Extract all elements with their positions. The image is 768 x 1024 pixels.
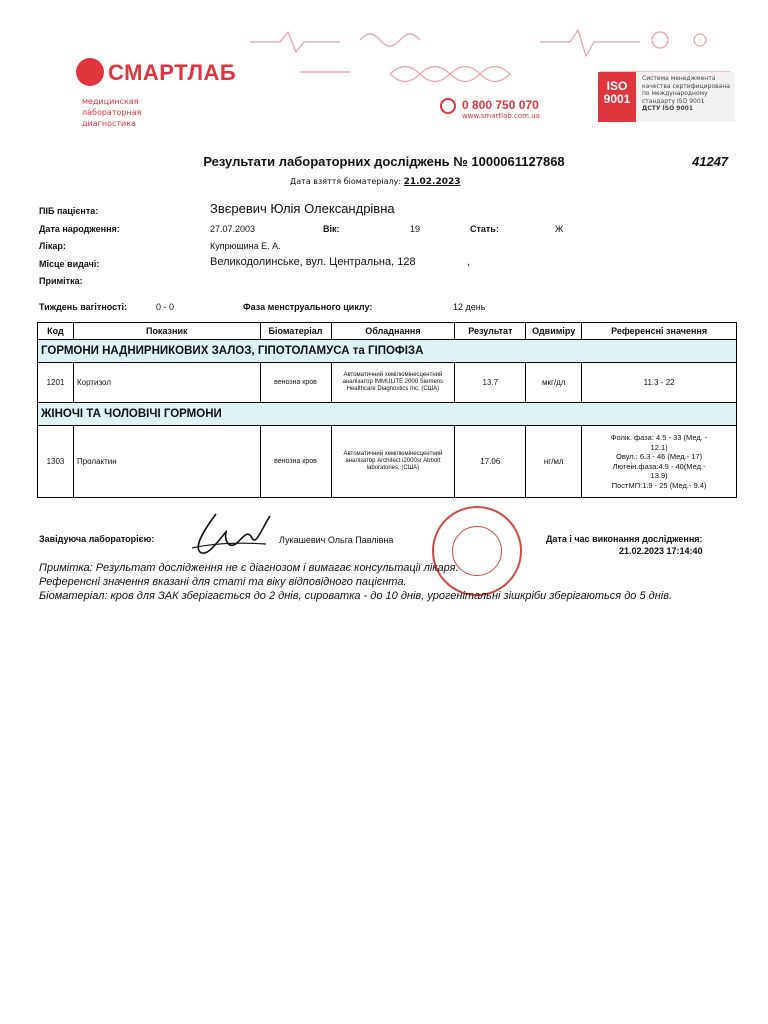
table-row bbox=[38, 363, 737, 403]
row-biomaterial: венозна кров bbox=[260, 426, 331, 498]
place-extra: , bbox=[467, 256, 471, 268]
section-title: ЖІНОЧІ ТА ЧОЛОВІЧІ ГОРМОНИ bbox=[38, 403, 737, 426]
col-unit: Одвиміру bbox=[526, 323, 582, 340]
row-result: 17.06 bbox=[455, 426, 526, 498]
footer-notes: Примітка: Результат дослідження не є діагнозом і вимагає консультації лікаря. Референсні значення вказані для статі та віку відповідного пацієнта. Біоматеріал: кров для ЗАК зберігається до 2 днів, сироватка - до 10 днів, урогенітальні зішкріби зберігаються до 5 днів. bbox=[39, 562, 673, 602]
cycle-value: 12 день bbox=[453, 302, 486, 312]
col-reference: Референсні значення bbox=[582, 323, 737, 340]
signature-icon bbox=[186, 508, 272, 560]
phone-number: 0 800 750 070 bbox=[462, 98, 539, 112]
col-code: Код bbox=[38, 323, 74, 340]
phone-icon bbox=[440, 98, 456, 114]
row-unit: нг/мл bbox=[526, 426, 582, 498]
section-title: ГОРМОНИ НАДНИРНИКОВИХ ЗАЛОЗ, ГІПОТОЛАМУСА та ГІПОФІЗА bbox=[38, 340, 737, 363]
row-reference: Фолік. фаза: 4.5 - 33 (Мед. - 12.1) Овул.: 6.3 - 46 (Мед.- 17) Лютеін.фаза:4.9 - 40(Мед.- 13.9) ПостМП:1.9 - 25 (Мед.- 9.4) bbox=[582, 426, 737, 498]
cycle-label: Фаза менструального циклу: bbox=[243, 302, 373, 312]
iso-badge: ISO 9001 bbox=[598, 72, 636, 122]
row-indicator: Кортизол bbox=[73, 363, 260, 403]
website: www.smartlab.com.ua bbox=[462, 112, 540, 120]
brand-name: СМАРТЛАБ bbox=[108, 60, 237, 85]
row-equipment: Автоматичний хемілюмінесцентний аналізатор Architect i2000sr Abbott laboratories, (США) bbox=[331, 426, 455, 498]
results-table bbox=[37, 322, 737, 498]
age-value: 19 bbox=[410, 224, 421, 234]
row-result: 13.7 bbox=[455, 363, 526, 403]
row-unit: мкг/дл bbox=[526, 363, 582, 403]
iso-certificate-text: Система менеджмента качества сертифицирована по международному стандарту ISO 9001 ДСТУ ISO 9001 bbox=[642, 75, 730, 112]
table-header-row bbox=[38, 323, 737, 340]
dob-label: Дата народження: bbox=[39, 224, 120, 234]
age-label: Вік: bbox=[323, 224, 340, 234]
row-reference: 11.3 - 22 bbox=[582, 363, 737, 403]
note-label: Примітка: bbox=[39, 276, 83, 286]
completion-label: Дата і час виконання дослідження: bbox=[546, 534, 703, 544]
patient-name: Звєревич Юлія Олександрівна bbox=[210, 201, 395, 216]
row-code: 1201 bbox=[38, 363, 74, 403]
completion-value: 21.02.2023 17:14:40 bbox=[619, 546, 703, 556]
row-code: 1303 bbox=[38, 426, 74, 498]
col-result: Результат bbox=[455, 323, 526, 340]
doctor-value: Купрюшина Е. А. bbox=[210, 241, 281, 251]
patient-name-label: ПІБ пацієнта: bbox=[39, 206, 99, 216]
col-indicator: Показник bbox=[73, 323, 260, 340]
pregnancy-label: Тиждень вагітності: bbox=[39, 302, 128, 312]
dob-value: 27.07.2003 bbox=[210, 224, 256, 234]
row-indicator: Пролактин bbox=[73, 426, 260, 498]
row-equipment: Автоматичний хемілюмінесцентний аналізатор IMMULITE 2000 Siemens Healthcare Diagnostics Inc, (США) bbox=[331, 363, 455, 403]
sex-label: Стать: bbox=[470, 224, 499, 234]
col-equipment: Обладнання bbox=[331, 323, 455, 340]
row-biomaterial: венозна кров bbox=[260, 363, 331, 403]
col-biomaterial: Біоматеріал bbox=[260, 323, 331, 340]
head-of-lab-label: Завідуюча лабораторією: bbox=[39, 534, 155, 544]
sample-date-line: Дата взяття біоматеріалу: 21.02.2023 bbox=[290, 177, 461, 187]
place-value: Великодолинське, вул. Центральна, 128 bbox=[210, 256, 416, 268]
document-title: Результати лабораторних досліджень № 1000061127868 bbox=[203, 154, 565, 169]
brand-logo-icon bbox=[76, 58, 104, 86]
pregnancy-value: 0 - 0 bbox=[156, 302, 175, 312]
sample-date: 21.02.2023 bbox=[403, 177, 461, 187]
sex-value: Ж bbox=[555, 224, 564, 234]
head-of-lab-name: Лукашевич Ольга Павлівна bbox=[279, 535, 394, 545]
place-label: Місце видачі: bbox=[39, 259, 100, 269]
brand-tagline: медицинская лабораторная диагностика bbox=[82, 97, 142, 128]
section-row bbox=[38, 403, 737, 426]
doctor-label: Лікар: bbox=[39, 241, 66, 251]
section-row bbox=[38, 340, 737, 363]
table-row bbox=[38, 426, 737, 498]
document-number: 41247 bbox=[692, 154, 729, 169]
